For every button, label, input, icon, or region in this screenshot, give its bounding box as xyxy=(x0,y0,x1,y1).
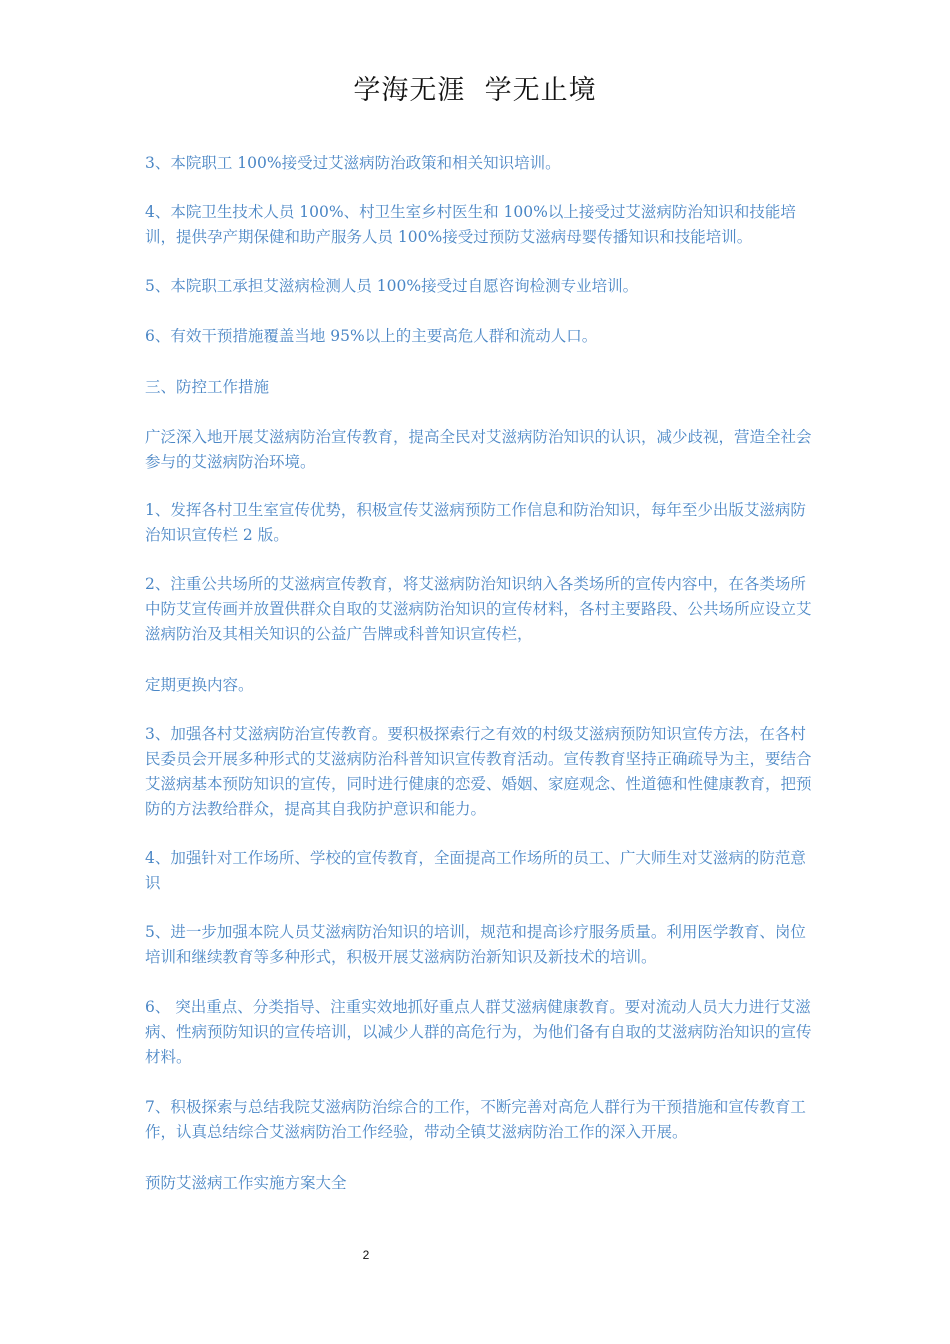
page-header-title: 学海无涯 学无止境 xyxy=(353,75,597,106)
paragraph-14: 预防艾滋病工作实施方案大全 xyxy=(145,1174,347,1192)
paragraph-4: 6、有效干预措施覆盖当地 95%以上的主要高危人群和流动人口。 xyxy=(145,327,598,345)
paragraph-9: 3、加强各村艾滋病防治宣传教育。要积极探索行之有效的村级艾滋病预防知识宣传方法，在各村民委员会开展多种形式的艾滋病防治科普知识宣传教育活动。宣传教育坚持正确疏导为主，要结合艾滋病基本预防知识的宣传，同时进行健康的恋爱、婚姻、家庭观念、性道德和性健康教育，把预防的方法教给群众，提高其自我防护意识和能力。 xyxy=(145,725,812,818)
paragraph-6: 1、发挥各村卫生室宣传优势，积极宣传艾滋病预防工作信息和防治知识，每年至少出版艾滋病防治知识宣传栏 2 版。 xyxy=(145,501,806,544)
paragraph-3: 5、本院职工承担艾滋病检测人员 100%接受过自愿咨询检测专业培训。 xyxy=(145,277,639,295)
paragraph-12: 6、 突出重点、分类指导、注重实效地抓好重点人群艾滋病健康教育。要对流动人员大力进行艾滋病、性病预防知识的宣传培训，以减少人群的高危行为，为他们备有自取的艾滋病防治知识的宣传材料。 xyxy=(145,998,812,1066)
paragraph-13: 7、积极探索与总结我院艾滋病防治综合的工作，不断完善对高危人群行为干预措施和宣传教育工作，认真总结综合艾滋病防治工作经验，带动全镇艾滋病防治工作的深入开展。 xyxy=(145,1098,806,1141)
paragraph-11: 5、进一步加强本院人员艾滋病防治知识的培训，规范和提高诊疗服务质量。利用医学教育、岗位培训和继续教育等多种形式，积极开展艾滋病防治新知识及新技术的培训。 xyxy=(145,923,806,966)
paragraph-8: 定期更换内容。 xyxy=(145,676,254,694)
paragraph-1: 3、本院职工 100%接受过艾滋病防治政策和相关知识培训。 xyxy=(145,154,561,172)
paragraph-7: 2、注重公共场所的艾滋病宣传教育，将艾滋病防治知识纳入各类场所的宣传内容中，在各类场所中防艾宣传画并放置供群众自取的艾滋病防治知识的宣传材料，各村主要路段、公共场所应设立艾滋病防治及其相关知识的公益广告牌或科普知识宣传栏， xyxy=(145,575,812,643)
paragraph-5: 广泛深入地开展艾滋病防治宣传教育，提高全民对艾滋病防治知识的认识，减少歧视，营造全社会参与的艾滋病防治环境。 xyxy=(145,428,812,471)
paragraph-10: 4、加强针对工作场所、学校的宣传教育，全面提高工作场所的员工、广大师生对艾滋病的防范意识 xyxy=(145,849,806,892)
paragraph-2: 4、本院卫生技术人员 100%、村卫生室乡村医生和 100%以上接受过艾滋病防治知识和技能培训，提供孕产期保健和助产服务人员 100%接受过预防艾滋病母婴传播知识和技能培训。 xyxy=(145,203,796,246)
section-heading: 三、防控工作措施 xyxy=(145,378,270,396)
page-number: 2 xyxy=(362,1248,370,1262)
